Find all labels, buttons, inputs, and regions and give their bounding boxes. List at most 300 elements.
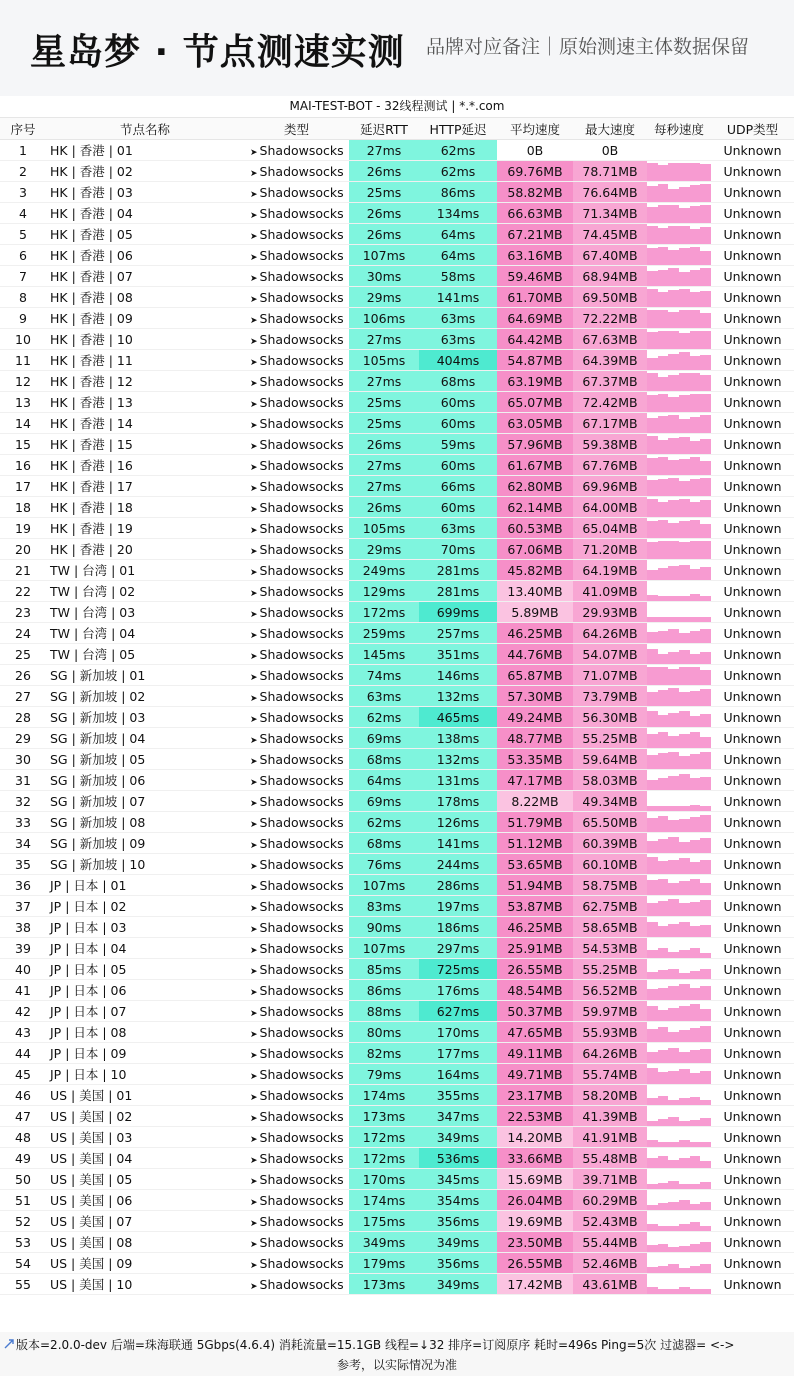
table-row[interactable]	[0, 791, 794, 812]
cell-index: 3	[0, 182, 46, 203]
speed-bar	[658, 247, 669, 265]
speed-bar	[679, 163, 690, 181]
cell-node-name: HK | 香港 | 09	[46, 308, 244, 329]
cell-http-delay: 63ms	[419, 518, 497, 539]
cell-type	[244, 959, 349, 980]
speed-bar	[647, 1245, 658, 1252]
cell-rtt: 88ms	[349, 1001, 419, 1022]
type-label: Shadowsocks	[259, 520, 344, 536]
send-arrow-icon: ➤	[250, 1239, 258, 1250]
table-row[interactable]	[0, 1148, 794, 1169]
speed-bar	[668, 629, 679, 643]
cell-avg-speed: 60.53MB	[497, 518, 573, 539]
speed-bar	[647, 711, 658, 727]
per-second-speed-bars	[647, 623, 711, 643]
speed-bar	[668, 713, 679, 727]
cell-node-name: HK | 香港 | 12	[46, 371, 244, 392]
cell-rtt: 173ms	[349, 1106, 419, 1127]
speed-bar	[690, 654, 701, 664]
table-row[interactable]	[0, 749, 794, 770]
cell-node-name: SG | 新加坡 | 04	[46, 728, 244, 749]
cell-http-delay: 627ms	[419, 1001, 497, 1022]
table-row[interactable]	[0, 161, 794, 182]
speed-bar	[668, 1008, 679, 1021]
speed-bar	[700, 815, 711, 832]
table-row[interactable]	[0, 1001, 794, 1022]
cell-udp-type: Unknown	[711, 1127, 794, 1148]
speed-bar	[658, 377, 669, 391]
speed-bar	[647, 922, 658, 937]
type-label: Shadowsocks	[259, 1234, 344, 1250]
table-row[interactable]	[0, 1085, 794, 1106]
cell-http-delay: 141ms	[419, 833, 497, 854]
cell-type	[244, 938, 349, 959]
per-second-speed-bars	[647, 266, 711, 286]
speed-bar	[647, 521, 658, 538]
speed-bar	[700, 461, 711, 475]
table-row[interactable]	[0, 434, 794, 455]
cell-avg-speed: 45.82MB	[497, 560, 573, 581]
cell-avg-speed: 47.65MB	[497, 1022, 573, 1043]
col-header-http-delay[interactable]: HTTP延迟	[419, 118, 497, 140]
cell-max-speed: 64.00MB	[573, 497, 647, 518]
speed-bar	[658, 778, 669, 790]
cell-node-name: US | 美国 | 05	[46, 1169, 244, 1190]
cell-udp-type: Unknown	[711, 938, 794, 959]
speed-bar	[668, 952, 679, 958]
speed-bar	[690, 1050, 701, 1063]
cell-index: 16	[0, 455, 46, 476]
table-row[interactable]	[0, 644, 794, 665]
cell-per-second-speed	[647, 182, 711, 203]
speed-bar	[700, 1049, 711, 1063]
cell-node-name: SG | 新加坡 | 10	[46, 854, 244, 875]
cell-max-speed: 71.34MB	[573, 203, 647, 224]
table-row[interactable]	[0, 938, 794, 959]
cell-http-delay: 257ms	[419, 623, 497, 644]
speed-bar	[647, 499, 658, 517]
per-second-speed-bars	[647, 392, 711, 412]
table-row[interactable]	[0, 518, 794, 539]
footer-info-text: 版本=2.0.0-dev 后端=珠海联通 5Gbps(4.6.4) 消耗流量=15.1GB 线程=↓32 排序=订阅原序 耗时=496s Ping=5次 过滤器= <->	[16, 1338, 735, 1352]
cell-udp-type: Unknown	[711, 329, 794, 350]
speed-bar	[679, 692, 690, 706]
cell-per-second-speed	[647, 434, 711, 455]
cell-udp-type: Unknown	[711, 1274, 794, 1295]
speed-bar	[679, 272, 690, 286]
cell-rtt: 170ms	[349, 1169, 419, 1190]
table-row[interactable]	[0, 917, 794, 938]
table-row[interactable]	[0, 959, 794, 980]
speed-bar	[700, 439, 711, 454]
table-row[interactable]	[0, 329, 794, 350]
cell-udp-type: Unknown	[711, 455, 794, 476]
table-row[interactable]	[0, 1106, 794, 1127]
speed-bar	[679, 1069, 690, 1084]
cell-avg-speed: 53.65MB	[497, 854, 573, 875]
speed-bar	[679, 1200, 690, 1210]
per-second-speed-bars	[647, 686, 711, 706]
speed-bar	[679, 806, 690, 811]
speed-bar	[668, 820, 679, 832]
speed-bar	[700, 478, 711, 496]
speed-bar	[690, 732, 701, 748]
cell-udp-type: Unknown	[711, 980, 794, 1001]
table-row[interactable]	[0, 1274, 794, 1295]
col-header-rtt[interactable]: 延迟RTT	[349, 118, 419, 140]
cell-max-speed: 58.20MB	[573, 1085, 647, 1106]
col-header-per-second-speed[interactable]: 每秒速度	[647, 118, 711, 140]
cell-index: 47	[0, 1106, 46, 1127]
results-table	[0, 118, 794, 1295]
cell-index: 45	[0, 1064, 46, 1085]
speed-bar	[668, 290, 679, 307]
send-arrow-icon: ➤	[250, 567, 258, 578]
speed-bar	[679, 352, 690, 370]
speed-bar	[679, 819, 690, 832]
per-second-speed-bars	[647, 518, 711, 538]
cell-max-speed: 55.25MB	[573, 959, 647, 980]
speed-bar	[679, 1246, 690, 1252]
table-row[interactable]	[0, 392, 794, 413]
cell-type	[244, 917, 349, 938]
table-row[interactable]	[0, 1043, 794, 1064]
table-row[interactable]	[0, 203, 794, 224]
type-label: Shadowsocks	[259, 898, 344, 914]
cell-per-second-speed	[647, 539, 711, 560]
table-row[interactable]	[0, 707, 794, 728]
cell-avg-speed: 49.24MB	[497, 707, 573, 728]
cell-max-speed: 67.76MB	[573, 455, 647, 476]
table-row[interactable]	[0, 770, 794, 791]
table-row[interactable]	[0, 665, 794, 686]
cell-node-name: SG | 新加坡 | 09	[46, 833, 244, 854]
speed-bar	[658, 596, 669, 601]
speed-bar	[690, 1222, 701, 1231]
speed-bar	[647, 1287, 658, 1294]
cell-type	[244, 161, 349, 182]
cell-node-name: TW | 台湾 | 02	[46, 581, 244, 602]
cell-per-second-speed	[647, 455, 711, 476]
cell-node-name: HK | 香港 | 02	[46, 161, 244, 182]
cell-per-second-speed	[647, 1211, 711, 1232]
cell-per-second-speed	[647, 686, 711, 707]
table-row[interactable]	[0, 497, 794, 518]
cell-rtt: 26ms	[349, 224, 419, 245]
cell-type	[244, 1232, 349, 1253]
table-row[interactable]	[0, 1190, 794, 1211]
cell-node-name: HK | 香港 | 18	[46, 497, 244, 518]
table-row[interactable]	[0, 854, 794, 875]
type-label: Shadowsocks	[259, 1024, 344, 1040]
speed-bar	[690, 594, 701, 601]
speed-bar	[700, 375, 711, 391]
table-row[interactable]	[0, 896, 794, 917]
type-label: Shadowsocks	[259, 415, 344, 431]
cell-udp-type: Unknown	[711, 686, 794, 707]
cell-http-delay: 536ms	[419, 1148, 497, 1169]
cell-node-name: JP | 日本 | 09	[46, 1043, 244, 1064]
cell-rtt: 62ms	[349, 707, 419, 728]
speed-bar	[658, 1027, 669, 1042]
cell-udp-type: Unknown	[711, 1253, 794, 1274]
table-row[interactable]	[0, 875, 794, 896]
speed-bar	[647, 1158, 658, 1168]
speed-bar	[679, 1140, 690, 1147]
cell-max-speed: 71.07MB	[573, 665, 647, 686]
cell-http-delay: 134ms	[419, 203, 497, 224]
cell-node-name: HK | 香港 | 20	[46, 539, 244, 560]
table-row[interactable]	[0, 1253, 794, 1274]
speed-bar	[658, 457, 669, 475]
speed-bar	[668, 617, 679, 622]
table-row[interactable]	[0, 1232, 794, 1253]
per-second-speed-bars	[647, 581, 711, 601]
cell-index: 1	[0, 140, 46, 161]
cell-max-speed: 74.45MB	[573, 224, 647, 245]
col-header-node-name[interactable]: 节点名称	[46, 118, 244, 140]
per-second-speed-bars	[647, 1106, 711, 1126]
speed-bar	[658, 1266, 669, 1273]
table-row[interactable]	[0, 623, 794, 644]
cell-rtt: 27ms	[349, 329, 419, 350]
per-second-speed-bars	[647, 1148, 711, 1168]
col-header-max-speed[interactable]: 最大速度	[573, 118, 647, 140]
cell-node-name: HK | 香港 | 04	[46, 203, 244, 224]
type-label: Shadowsocks	[259, 751, 344, 767]
speed-bar	[668, 566, 679, 580]
table-row[interactable]	[0, 581, 794, 602]
cell-udp-type: Unknown	[711, 1001, 794, 1022]
cell-avg-speed: 50.37MB	[497, 1001, 573, 1022]
cell-udp-type: Unknown	[711, 1190, 794, 1211]
table-row[interactable]	[0, 182, 794, 203]
table-row[interactable]	[0, 287, 794, 308]
table-row[interactable]	[0, 413, 794, 434]
cell-type	[244, 287, 349, 308]
cell-avg-speed: 63.05MB	[497, 413, 573, 434]
speed-bar	[700, 1226, 711, 1231]
table-row[interactable]	[0, 602, 794, 623]
cell-rtt: 79ms	[349, 1064, 419, 1085]
cell-per-second-speed	[647, 707, 711, 728]
send-arrow-icon: ➤	[250, 840, 258, 851]
table-row[interactable]	[0, 140, 794, 161]
type-label: Shadowsocks	[259, 331, 344, 347]
cell-http-delay: 286ms	[419, 875, 497, 896]
table-row[interactable]	[0, 350, 794, 371]
cell-node-name: TW | 台湾 | 05	[46, 644, 244, 665]
speed-bar	[700, 953, 711, 958]
table-row[interactable]	[0, 560, 794, 581]
speed-bar	[668, 899, 679, 916]
cell-avg-speed: 59.46MB	[497, 266, 573, 287]
cell-node-name: HK | 香港 | 15	[46, 434, 244, 455]
cell-type	[244, 1253, 349, 1274]
cell-index: 40	[0, 959, 46, 980]
col-header-udp-type[interactable]: UDP类型	[711, 118, 794, 140]
cell-node-name: HK | 香港 | 10	[46, 329, 244, 350]
table-row[interactable]	[0, 980, 794, 1001]
cell-index: 44	[0, 1043, 46, 1064]
cell-avg-speed: 61.70MB	[497, 287, 573, 308]
cell-udp-type: Unknown	[711, 833, 794, 854]
table-row[interactable]	[0, 371, 794, 392]
speed-bar	[700, 567, 711, 580]
cell-udp-type: Unknown	[711, 518, 794, 539]
cell-udp-type: Unknown	[711, 413, 794, 434]
type-label: Shadowsocks	[259, 268, 344, 284]
cell-http-delay: 60ms	[419, 413, 497, 434]
type-label: Shadowsocks	[259, 1171, 344, 1187]
cell-http-delay: 126ms	[419, 812, 497, 833]
speed-bar	[647, 226, 658, 244]
cell-type	[244, 896, 349, 917]
speed-bar	[700, 596, 711, 601]
cell-rtt: 68ms	[349, 833, 419, 854]
cell-type	[244, 203, 349, 224]
speed-bar	[700, 1264, 711, 1273]
cell-http-delay: 351ms	[419, 644, 497, 665]
cell-max-speed: 78.71MB	[573, 161, 647, 182]
cell-http-delay: 177ms	[419, 1043, 497, 1064]
speed-bar	[690, 1204, 701, 1210]
cell-type	[244, 224, 349, 245]
cell-udp-type: Unknown	[711, 203, 794, 224]
cell-type	[244, 665, 349, 686]
cell-index: 17	[0, 476, 46, 497]
cell-index: 29	[0, 728, 46, 749]
speed-bar	[668, 226, 679, 244]
cell-avg-speed: 5.89MB	[497, 602, 573, 623]
col-header-avg-speed[interactable]: 平均速度	[497, 118, 573, 140]
cell-avg-speed: 62.80MB	[497, 476, 573, 497]
cell-http-delay: 62ms	[419, 161, 497, 182]
speed-bar	[700, 394, 711, 412]
speed-bar	[658, 1050, 669, 1063]
table-row[interactable]	[0, 476, 794, 497]
speed-bar	[658, 331, 669, 349]
type-label: Shadowsocks	[259, 1066, 344, 1082]
type-label: Shadowsocks	[259, 1255, 344, 1271]
type-label: Shadowsocks	[259, 205, 344, 221]
cell-index: 4	[0, 203, 46, 224]
cell-index: 9	[0, 308, 46, 329]
send-arrow-icon: ➤	[250, 651, 258, 662]
speed-bar	[700, 1118, 711, 1126]
cell-max-speed: 58.75MB	[573, 875, 647, 896]
per-second-speed-bars	[647, 182, 711, 202]
send-arrow-icon: ➤	[250, 630, 258, 641]
speed-bar	[668, 1226, 679, 1231]
cell-http-delay: 349ms	[419, 1274, 497, 1295]
cell-index: 5	[0, 224, 46, 245]
table-row[interactable]	[0, 686, 794, 707]
cell-node-name: JP | 日本 | 02	[46, 896, 244, 917]
col-header-index[interactable]: 序号	[0, 118, 46, 140]
send-arrow-icon: ➤	[250, 966, 258, 977]
send-arrow-icon: ➤	[250, 231, 258, 242]
cell-type	[244, 854, 349, 875]
speed-bar	[647, 480, 658, 496]
table-row[interactable]	[0, 833, 794, 854]
speed-bar	[658, 631, 669, 643]
cell-udp-type: Unknown	[711, 434, 794, 455]
speed-bar	[668, 1202, 679, 1210]
table-row[interactable]	[0, 1022, 794, 1043]
cell-rtt: 106ms	[349, 308, 419, 329]
cell-http-delay: 132ms	[419, 749, 497, 770]
table-row[interactable]	[0, 1127, 794, 1148]
send-arrow-icon: ➤	[250, 609, 258, 620]
per-second-speed-bars	[647, 497, 711, 517]
cell-index: 33	[0, 812, 46, 833]
cell-node-name: US | 美国 | 07	[46, 1211, 244, 1232]
per-second-speed-bars	[647, 1190, 711, 1210]
table-row[interactable]	[0, 224, 794, 245]
type-label: Shadowsocks	[259, 1150, 344, 1166]
table-row[interactable]	[0, 812, 794, 833]
cell-per-second-speed	[647, 770, 711, 791]
cell-index: 37	[0, 896, 46, 917]
cell-per-second-speed	[647, 833, 711, 854]
table-row[interactable]	[0, 308, 794, 329]
table-row[interactable]	[0, 266, 794, 287]
speed-bar	[647, 1205, 658, 1210]
speed-bar	[668, 268, 679, 286]
table-row[interactable]	[0, 1064, 794, 1085]
send-arrow-icon: ➤	[250, 882, 258, 893]
cell-udp-type: Unknown	[711, 812, 794, 833]
cell-avg-speed: 19.69MB	[497, 1211, 573, 1232]
cell-udp-type: Unknown	[711, 707, 794, 728]
table-row[interactable]	[0, 728, 794, 749]
table-row[interactable]	[0, 1169, 794, 1190]
cell-udp-type: Unknown	[711, 539, 794, 560]
per-second-speed-bars	[647, 413, 711, 433]
table-row[interactable]	[0, 245, 794, 266]
speed-bar	[690, 356, 701, 370]
cell-avg-speed: 13.40MB	[497, 581, 573, 602]
speed-bar	[700, 1289, 711, 1294]
table-row[interactable]	[0, 455, 794, 476]
speed-bar	[679, 226, 690, 244]
cell-http-delay: 131ms	[419, 770, 497, 791]
speed-bar	[679, 842, 690, 853]
col-header-type[interactable]: 类型	[244, 118, 349, 140]
cell-http-delay: 349ms	[419, 1127, 497, 1148]
speed-bar	[679, 973, 690, 979]
speed-bar	[679, 419, 690, 433]
speed-bar	[658, 948, 669, 958]
speed-bar	[658, 1010, 669, 1021]
speed-bar	[668, 752, 679, 769]
cell-rtt: 82ms	[349, 1043, 419, 1064]
cell-rtt: 29ms	[349, 539, 419, 560]
table-row[interactable]	[0, 539, 794, 560]
speed-bar	[679, 1287, 690, 1294]
cell-avg-speed: 26.04MB	[497, 1190, 573, 1211]
table-row[interactable]	[0, 1211, 794, 1232]
cell-node-name: HK | 香港 | 14	[46, 413, 244, 434]
speed-bar	[700, 925, 711, 937]
cell-udp-type: Unknown	[711, 1022, 794, 1043]
speed-bar	[668, 969, 679, 979]
speed-bar	[700, 291, 711, 307]
cell-rtt: 174ms	[349, 1190, 419, 1211]
per-second-speed-bars	[647, 287, 711, 307]
speed-bar	[700, 838, 711, 853]
